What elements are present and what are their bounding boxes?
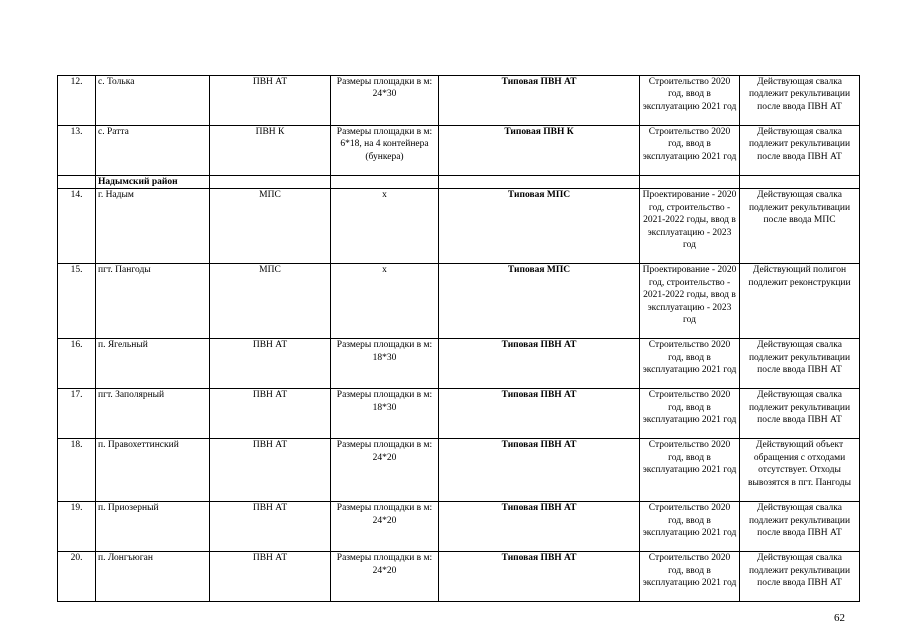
page-number: 62 xyxy=(834,612,845,624)
project-type: Типовая ПВН АТ xyxy=(439,389,640,439)
facility-type: ПВН АТ xyxy=(210,339,331,389)
table-row xyxy=(58,502,860,552)
settlement-name: п. Лонгъюган xyxy=(96,552,210,602)
site-size: Размеры площадки в м: 18*30 xyxy=(331,339,439,389)
site-size: х xyxy=(331,264,439,339)
facilities-table xyxy=(57,75,860,602)
facility-type: ПВН К xyxy=(210,126,331,176)
timeline: Строительство 2020 год, ввод в эксплуатацию 2021 год xyxy=(640,126,740,176)
project-type: Типовая ПВН АТ xyxy=(439,76,640,126)
site-size: Размеры площадки в м: 18*30 xyxy=(331,389,439,439)
facility-type: ПВН АТ xyxy=(210,76,331,126)
site-size: х xyxy=(331,189,439,264)
note: Действующая свалка подлежит рекультивации после ввода ПВН АТ xyxy=(740,126,860,176)
note: Действующая свалка подлежит рекультивации после ввода ПВН АТ xyxy=(740,552,860,602)
project-type: Типовая МПС xyxy=(439,264,640,339)
facility-type: ПВН АТ xyxy=(210,502,331,552)
project-type: Типовая ПВН АТ xyxy=(439,552,640,602)
timeline: Строительство 2020 год, ввод в эксплуатацию 2021 год xyxy=(640,552,740,602)
settlement-name: с. Ратта xyxy=(96,126,210,176)
settlement-name: г. Надым xyxy=(96,189,210,264)
facility-type: МПС xyxy=(210,189,331,264)
table-row xyxy=(58,389,860,439)
row-number: 20. xyxy=(58,552,96,602)
facility-type: ПВН АТ xyxy=(210,389,331,439)
project-type: Типовая ПВН К xyxy=(439,126,640,176)
timeline: Строительство 2020 год, ввод в эксплуатацию 2021 год xyxy=(640,76,740,126)
section-empty-cell xyxy=(210,176,331,189)
settlement-name: п. Правохеттинский xyxy=(96,439,210,502)
facility-type: МПС xyxy=(210,264,331,339)
project-type: Типовая ПВН АТ xyxy=(439,339,640,389)
facility-type: ПВН АТ xyxy=(210,439,331,502)
table-row xyxy=(58,189,860,264)
settlement-name: с. Толька xyxy=(96,76,210,126)
settlement-name: пгт. Заполярный xyxy=(96,389,210,439)
row-number: 17. xyxy=(58,389,96,439)
row-number: 18. xyxy=(58,439,96,502)
note: Действующая свалка подлежит рекультивации после ввода ПВН АТ xyxy=(740,339,860,389)
project-type: Типовая ПВН АТ xyxy=(439,439,640,502)
timeline: Проектирование - 2020 год, строительство - 2021-2022 годы, ввод в эксплуатацию - 2023 год xyxy=(640,189,740,264)
note: Действующая свалка подлежит рекультивации после ввода ПВН АТ xyxy=(740,389,860,439)
settlement-name: пгт. Пангоды xyxy=(96,264,210,339)
table-row xyxy=(58,552,860,602)
project-type: Типовая МПС xyxy=(439,189,640,264)
site-size: Размеры площадки в м: 6*18, на 4 контейнера (бункера) xyxy=(331,126,439,176)
project-type: Типовая ПВН АТ xyxy=(439,502,640,552)
section-empty-cell xyxy=(640,176,740,189)
section-empty-cell xyxy=(331,176,439,189)
note: Действующая свалка подлежит рекультивации после ввода МПС xyxy=(740,189,860,264)
table-row xyxy=(58,76,860,126)
table-row xyxy=(58,264,860,339)
section-title: Надымский район xyxy=(96,176,210,189)
row-number: 19. xyxy=(58,502,96,552)
timeline: Проектирование - 2020 год, строительство - 2021-2022 годы, ввод в эксплуатацию - 2023 год xyxy=(640,264,740,339)
row-number: 13. xyxy=(58,126,96,176)
section-empty-cell xyxy=(740,176,860,189)
timeline: Строительство 2020 год, ввод в эксплуатацию 2021 год xyxy=(640,389,740,439)
site-size: Размеры площадки в м: 24*30 xyxy=(331,76,439,126)
section-empty-cell xyxy=(58,176,96,189)
timeline: Строительство 2020 год, ввод в эксплуатацию 2021 год xyxy=(640,339,740,389)
row-number: 16. xyxy=(58,339,96,389)
site-size: Размеры площадки в м: 24*20 xyxy=(331,552,439,602)
section-empty-cell xyxy=(439,176,640,189)
settlement-name: п. Ягельный xyxy=(96,339,210,389)
timeline: Строительство 2020 год, ввод в эксплуатацию 2021 год xyxy=(640,502,740,552)
note: Действующий объект обращения с отходами отсутствует. Отходы вывозятся в пгт. Пангоды xyxy=(740,439,860,502)
row-number: 14. xyxy=(58,189,96,264)
site-size: Размеры площадки в м: 24*20 xyxy=(331,502,439,552)
note: Действующая свалка подлежит рекультивации после ввода ПВН АТ xyxy=(740,76,860,126)
row-number: 15. xyxy=(58,264,96,339)
note: Действующая свалка подлежит рекультивации после ввода ПВН АТ xyxy=(740,502,860,552)
section-row xyxy=(58,176,860,189)
table-row xyxy=(58,339,860,389)
table-row xyxy=(58,439,860,502)
row-number: 12. xyxy=(58,76,96,126)
settlement-name: п. Приозерный xyxy=(96,502,210,552)
site-size: Размеры площадки в м: 24*20 xyxy=(331,439,439,502)
timeline: Строительство 2020 год, ввод в эксплуатацию 2021 год xyxy=(640,439,740,502)
table-row xyxy=(58,126,860,176)
note: Действующий полигон подлежит реконструкции xyxy=(740,264,860,339)
facility-type: ПВН АТ xyxy=(210,552,331,602)
